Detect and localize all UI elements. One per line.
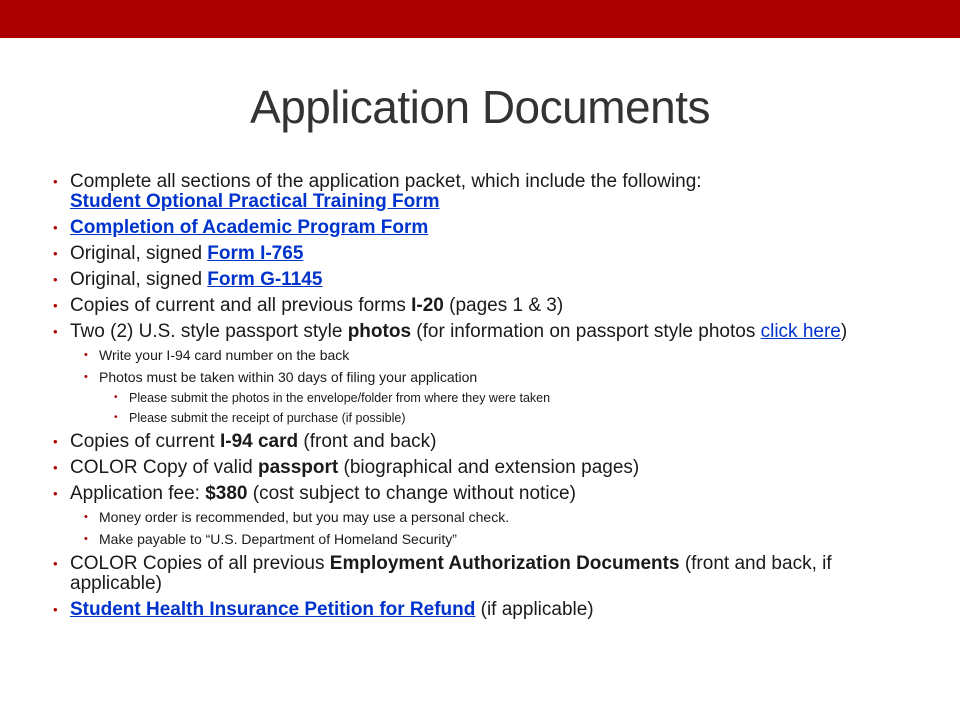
list-item-i20 [50,296,910,316]
top-accent-bar [0,0,960,38]
sub-sub-item-envelope: • Please submit the photos in the envelope/folder from where they were taken [50,390,910,406]
slide-title: Application Documents [250,81,710,133]
item-text: Copies of current [70,431,220,452]
item-bold: $380 [205,483,248,504]
passport-photos-link[interactable]: click here [760,321,841,342]
item-text: Complete all sections of the application packet, which include the following: [70,171,702,192]
item-text: (if applicable) [475,599,594,620]
item-text: (pages 1 & 3) [443,295,564,316]
list-item-passport [50,458,910,478]
document-list [50,172,910,626]
academic-program-form-link[interactable]: Completion of Academic Program Form [70,217,429,238]
list-item-photos [50,322,910,342]
list-item-ead [50,554,910,594]
item-bold: passport [257,457,339,478]
sub-item-photos-30-days: • Photos must be taken within 30 days of filing your application [50,368,910,386]
item-text: (front and back) [298,431,437,452]
item-text: Original, signed [70,269,208,290]
item-text: (front and back, if applicable) [70,553,832,594]
item-text: Original, signed [70,243,208,264]
item-text: (for information on passport style photos [411,321,761,342]
health-insurance-petition-link[interactable]: Student Health Insurance Petition for Refund [70,599,476,620]
item-text: (biographical and extension pages) [338,457,640,478]
list-item-opt-form [50,172,910,212]
sub-sub-item-receipt: • Please submit the receipt of purchase (if possible) [50,410,910,426]
list-item-academic-form [50,218,910,238]
item-text: Application fee: [70,483,206,504]
item-bold: I-20 [411,295,444,316]
sub-item-money-order: • Money order is recommended, but you may use a personal check. [50,508,910,526]
form-i765-link[interactable]: Form I-765 [207,243,304,264]
list-item-i94 [50,432,910,452]
opt-form-link[interactable]: Student Optional Practical Training Form [70,191,440,212]
sub-item-i94-back: • Write your I-94 card number on the back [50,346,910,364]
item-text: COLOR Copy of valid [70,457,258,478]
item-bold: Employment Authorization Documents [329,553,680,574]
list-item-fee [50,484,910,504]
list-item-g1145 [50,270,910,290]
item-bold: photos [347,321,412,342]
list-item-health-insurance [50,600,910,620]
item-text: Two (2) U.S. style passport style [70,321,348,342]
sub-item-payable-to: • Make payable to “U.S. Department of Homeland Security” [50,530,910,548]
item-text: (cost subject to change without notice) [247,483,576,504]
item-text: ) [840,321,848,342]
item-text: COLOR Copies of all previous [70,553,330,574]
item-bold: I-94 card [219,431,299,452]
list-item-i765 [50,244,910,264]
form-g1145-link[interactable]: Form G-1145 [207,269,323,290]
item-text: Copies of current and all previous forms [70,295,412,316]
